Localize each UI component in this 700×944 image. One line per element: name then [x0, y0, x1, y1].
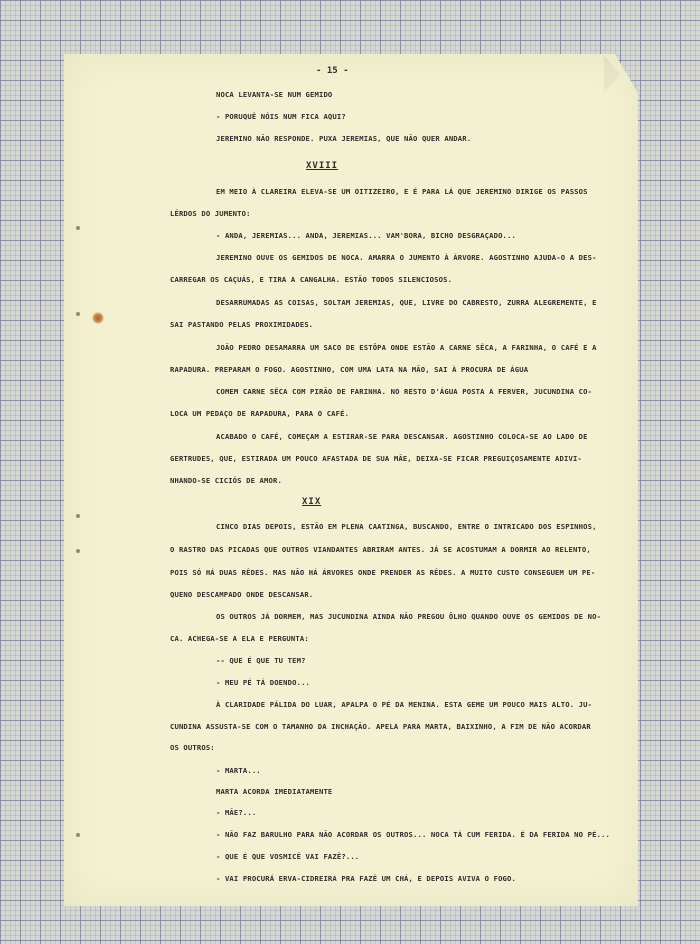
text-line: ACABADO O CAFÉ, COMEÇAM A ESTIRAR-SE PARA DESCANSAR. AGOSTINHO COLOCA-SE AO LADO DE — [216, 432, 588, 441]
text-line: CINCO DIAS DEPOIS, ESTÃO EM PLENA CAATINGA, BUSCANDO, ENTRE O INTRICADO DOS ESPINHOS, — [216, 522, 597, 531]
typewritten-page — [64, 54, 638, 906]
text-line: CUNDINA ASSUSTA-SE COM O TAMANHO DA INCHAÇÃO. APELA PARA MARTA, BAIXINHO, A FIM DE NÃO ACORDAR — [170, 722, 591, 731]
text-line: CA. ACHEGA-SE A ELA E PERGUNTA: — [170, 634, 309, 643]
text-line: OS OUTROS: — [170, 743, 215, 752]
text-line: NHANDO-SE CICIÓS DE AMOR. — [170, 476, 282, 485]
text-line: - VAI PROCURÁ ERVA-CIDREIRA PRA FAZÊ UM CHÁ, E DEPOIS AVIVA O FOGO. — [216, 874, 516, 883]
text-line: - MÃE?... — [216, 808, 257, 817]
text-line: JEREMINO OUVE OS GEMIDOS DE NOCA. AMARRA O JUMENTO À ÁRVORE. AGOSTINHO AJUDA-O A DES- — [216, 253, 597, 262]
text-line: - QUE É QUE VOSMICÊ VAI FAZÊ?... — [216, 852, 360, 861]
text-line: DESARRUMADAS AS COISAS, SOLTAM JEREMIAS, QUE, LIVRE DO CABRESTO, ZURRA ALEGREMENTE, E — [216, 298, 597, 307]
section-heading: XVIII — [306, 161, 339, 171]
text-line: - PORUQUÊ NÓIS NUM FICA AQUI? — [216, 112, 346, 121]
page-number: - 15 - — [316, 66, 349, 76]
text-line: O RASTRO DAS PICADAS QUE OUTROS VIANDANTES ABRIRAM ANTES. JÁ SE ACOSTUMAM A DORMIR AO RELENTO, — [170, 545, 591, 554]
text-line: - ANDA, JEREMIAS... ANDA, JEREMIAS... VAM'BORA, BICHO DESGRAÇADO... — [216, 231, 516, 240]
text-line: MARTA ACORDA IMEDIATAMENTE — [216, 787, 333, 796]
text-line: JEREMINO NÃO RESPONDE. PUXA JEREMIAS, QUE NÃO QUER ANDAR. — [216, 134, 472, 143]
text-line: RAPADURA. PREPARAM O FOGO. AGOSTINHO, COM UMA LATA NA MÃO, SAI À PROCURA DE ÁGUA — [170, 365, 529, 374]
text-line: CARREGAR OS CAÇUÁS, E TIRA A CANGALHA. ESTÃO TODOS SILENCIOSOS. — [170, 275, 453, 284]
section-heading: XIX — [302, 497, 322, 507]
punch-hole — [76, 312, 80, 316]
punch-hole — [76, 833, 80, 837]
text-line: LOCA UM PEDAÇO DE RAPADURA, PARA O CAFÉ. — [170, 409, 350, 418]
text-line: NOCA LEVANTA-SE NUM GEMIDO — [216, 90, 333, 99]
text-line: OS OUTROS JÁ DORMEM, MAS JUCUNDINA AINDA NÃO PREGOU ÔLHO QUANDO OUVE OS GEMIDOS DE NO- — [216, 612, 602, 621]
text-line: COMEM CARNE SÊCA COM PIRÃO DE FARINHA. NO RESTO D'ÁGUA POSTA A FERVER, JUCUNDINA CO- — [216, 387, 593, 396]
text-line: - MARTA... — [216, 766, 261, 775]
punch-hole — [76, 549, 80, 553]
punch-hole — [76, 514, 80, 518]
text-line: - MEU PÉ TÁ DOENDO... — [216, 678, 311, 687]
text-line: EM MEIO À CLAREIRA ELEVA-SE UM OITIZEIRO, E É PARA LÁ QUE JEREMINO DIRIGE OS PASSOS — [216, 187, 588, 196]
text-line: À CLARIDADE PÁLIDA DO LUAR, APALPA O PÉ DA MENINA. ESTA GEME UM POUCO MAIS ALTO. JU- — [216, 700, 593, 709]
text-line: - NÃO FAZ BARULHO PARA NÃO ACORDAR OS OUTROS... NOCA TÁ CUM FERIDA. É DA FERIDA NO PÉ... — [216, 830, 610, 839]
text-line: JOÃO PEDRO DESAMARRA UM SACO DE ESTÔPA ONDE ESTÃO A CARNE SÊCA, A FARINHA, O CAFÉ E A — [216, 343, 597, 352]
text-line: POIS SÓ HÁ DUAS RÊDES. MAS NÃO HÁ ÁRVORES ONDE PRENDER AS RÊDES. A MUITO CUSTO CONSEGUEM UM PE- — [170, 568, 596, 577]
text-line: SAI PASTANDO PELAS PROXIMIDADES. — [170, 320, 314, 329]
punch-hole — [76, 226, 80, 230]
text-line: QUENO DESCAMPADO ONDE DESCANSAR. — [170, 590, 314, 599]
rust-stain — [92, 312, 104, 324]
text-line: GERTRUDES, QUE, ESTIRADA UM POUCO AFASTADA DE SUA MÃE, DEIXA-SE FICAR PREGUIÇOSAMENTE ADIVI- — [170, 454, 582, 463]
text-line: -- QUE É QUE TU TEM? — [216, 656, 306, 665]
text-line: LÊRDOS DO JUMENTO: — [170, 209, 251, 218]
